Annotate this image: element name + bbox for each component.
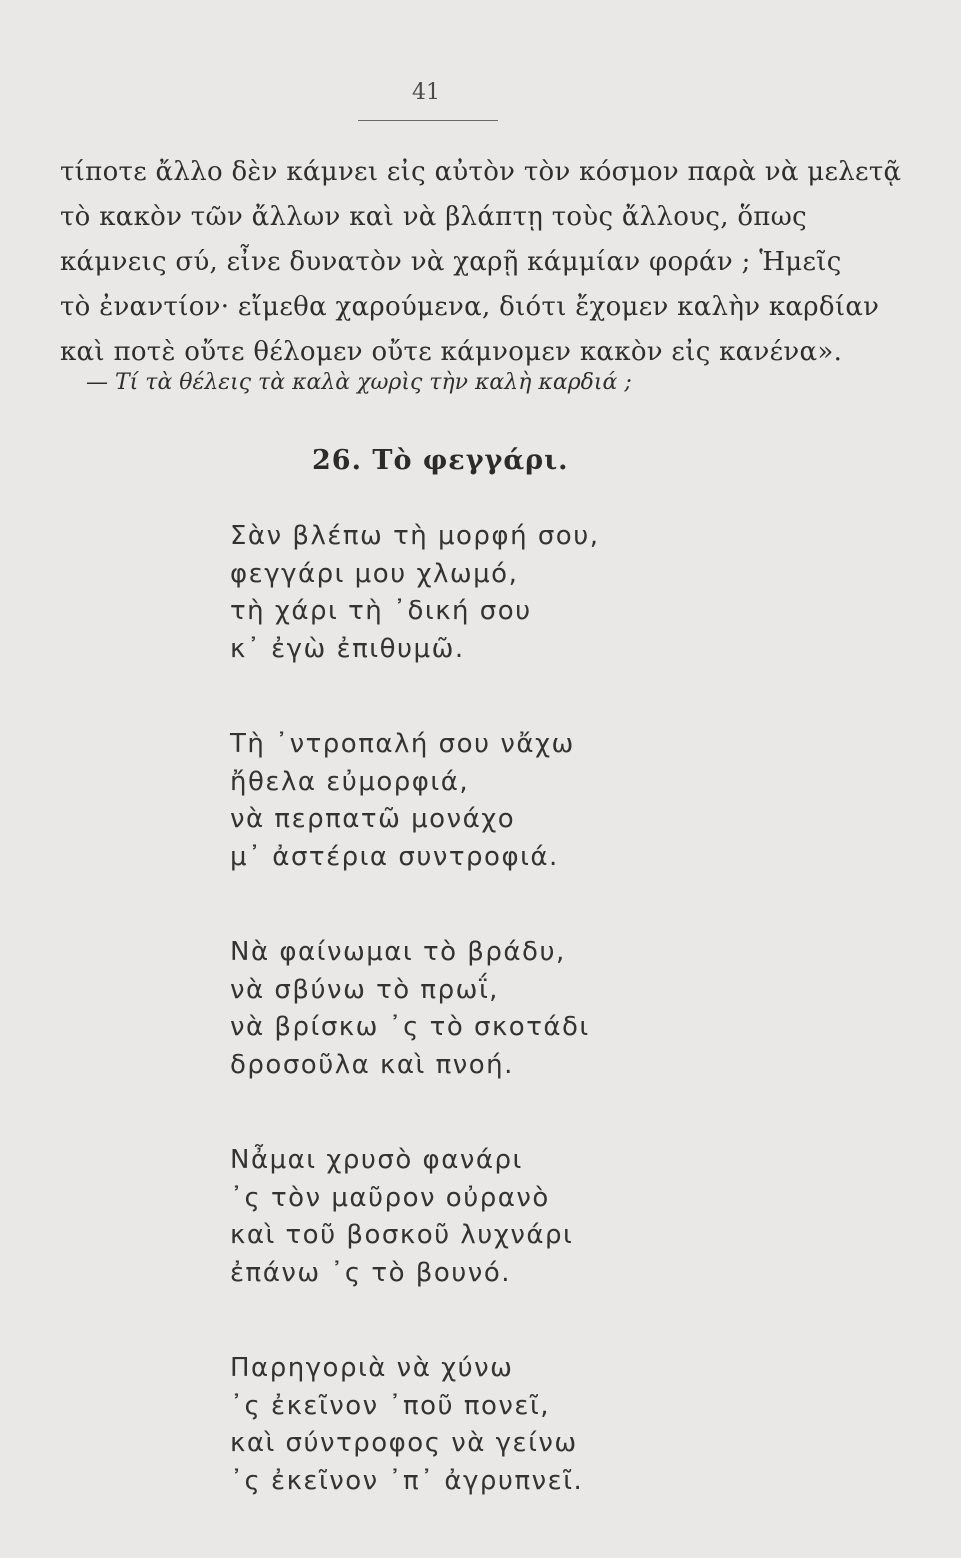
verse-line: νὰ σβύνω τὸ πρωΐ, [230,974,499,1005]
dialogue-line: — Τί τὰ θέλεις τὰ καλὰ χωρὶς τὴν καλὴ καρδιά ; [86,370,632,395]
verse-line: δροσοῦλα καὶ πνοή. [230,1049,514,1080]
verse-line: φεγγάρι μου χλωμό, [230,558,519,589]
stanza [230,1350,790,1500]
verse-line: καὶ σύντροφος νὰ γείνω [230,1428,578,1458]
prose-block [60,150,902,375]
header-rule [358,120,498,121]
prose-line: καὶ ποτὲ οὔτε θέλομεν οὔτε κάμνομεν κακὸν εἰς κανένα». [60,337,843,367]
prose-line: τὸ ἐναντίον· εἴμεθα χαρούμενα, διότι ἔχομεν καλὴν καρδίαν [60,292,880,322]
verse-line: ᾽ς ἐκεῖνον ᾽ποῦ πονεῖ, [230,1390,551,1421]
verse-line: Νἆμαι χρυσὸ φανάρι [230,1145,523,1175]
verse-line: ᾽ς τὸν μαῦρον οὐρανὸ [230,1182,550,1213]
verse-line: ᾽ς ἐκεῖνον ᾽π᾽ ἀγρυπνεῖ. [230,1465,584,1496]
page-number: 41 [412,80,440,105]
verse-line: νὰ περπατῶ μονάχο [230,804,516,834]
prose-line: τὸ κακὸν τῶν ἄλλων καὶ νὰ βλάπτῃ τοὺς ἄλλους, ὅπως [60,202,808,232]
prose-line: κάμνεις σύ, εἶνε δυνατὸν νὰ χαρῇ κάμμίαν φοράν ; Ἡμεῖς [60,247,842,277]
stanza [230,1142,790,1292]
prose-line: τίποτε ἄλλο δὲν κάμνει εἰς αὐτὸν τὸν κόσμον παρὰ νὰ μελετᾷ [60,157,902,187]
verse-line: Σὰν βλέπω τὴ μορφή σου, [230,521,600,551]
stanza [230,726,790,876]
verse-line: τὴ χάρι τὴ ᾽δική σου [230,596,532,626]
verse-line: Παρηγοριὰ νὰ χύνω [230,1353,514,1383]
stanza [230,934,790,1084]
stanza [230,518,790,668]
verse-line: ἤθελα εὐμορφιά, [230,766,470,797]
verse-line: Νὰ φαίνωμαι τὸ βράδυ, [230,937,566,967]
verse-line: καὶ τοῦ βοσκοῦ λυχνάρι [230,1220,574,1250]
verse-line: κ᾽ ἐγὼ ἐπιθυμῶ. [230,633,465,664]
verse-line: μ᾽ ἀστέρια συντροφιά. [230,841,559,872]
verse-line: ἐπάνω ᾽ς τὸ βουνό. [230,1257,511,1288]
poem-heading: 26. Τὸ φεγγάρι. [312,445,569,476]
verse-line: Τὴ ᾽ντροπαλή σου νἄχω [230,729,575,759]
verse-line: νὰ βρίσκω ᾽ς τὸ σκοτάδι [230,1012,590,1042]
poem-body [230,518,790,1558]
